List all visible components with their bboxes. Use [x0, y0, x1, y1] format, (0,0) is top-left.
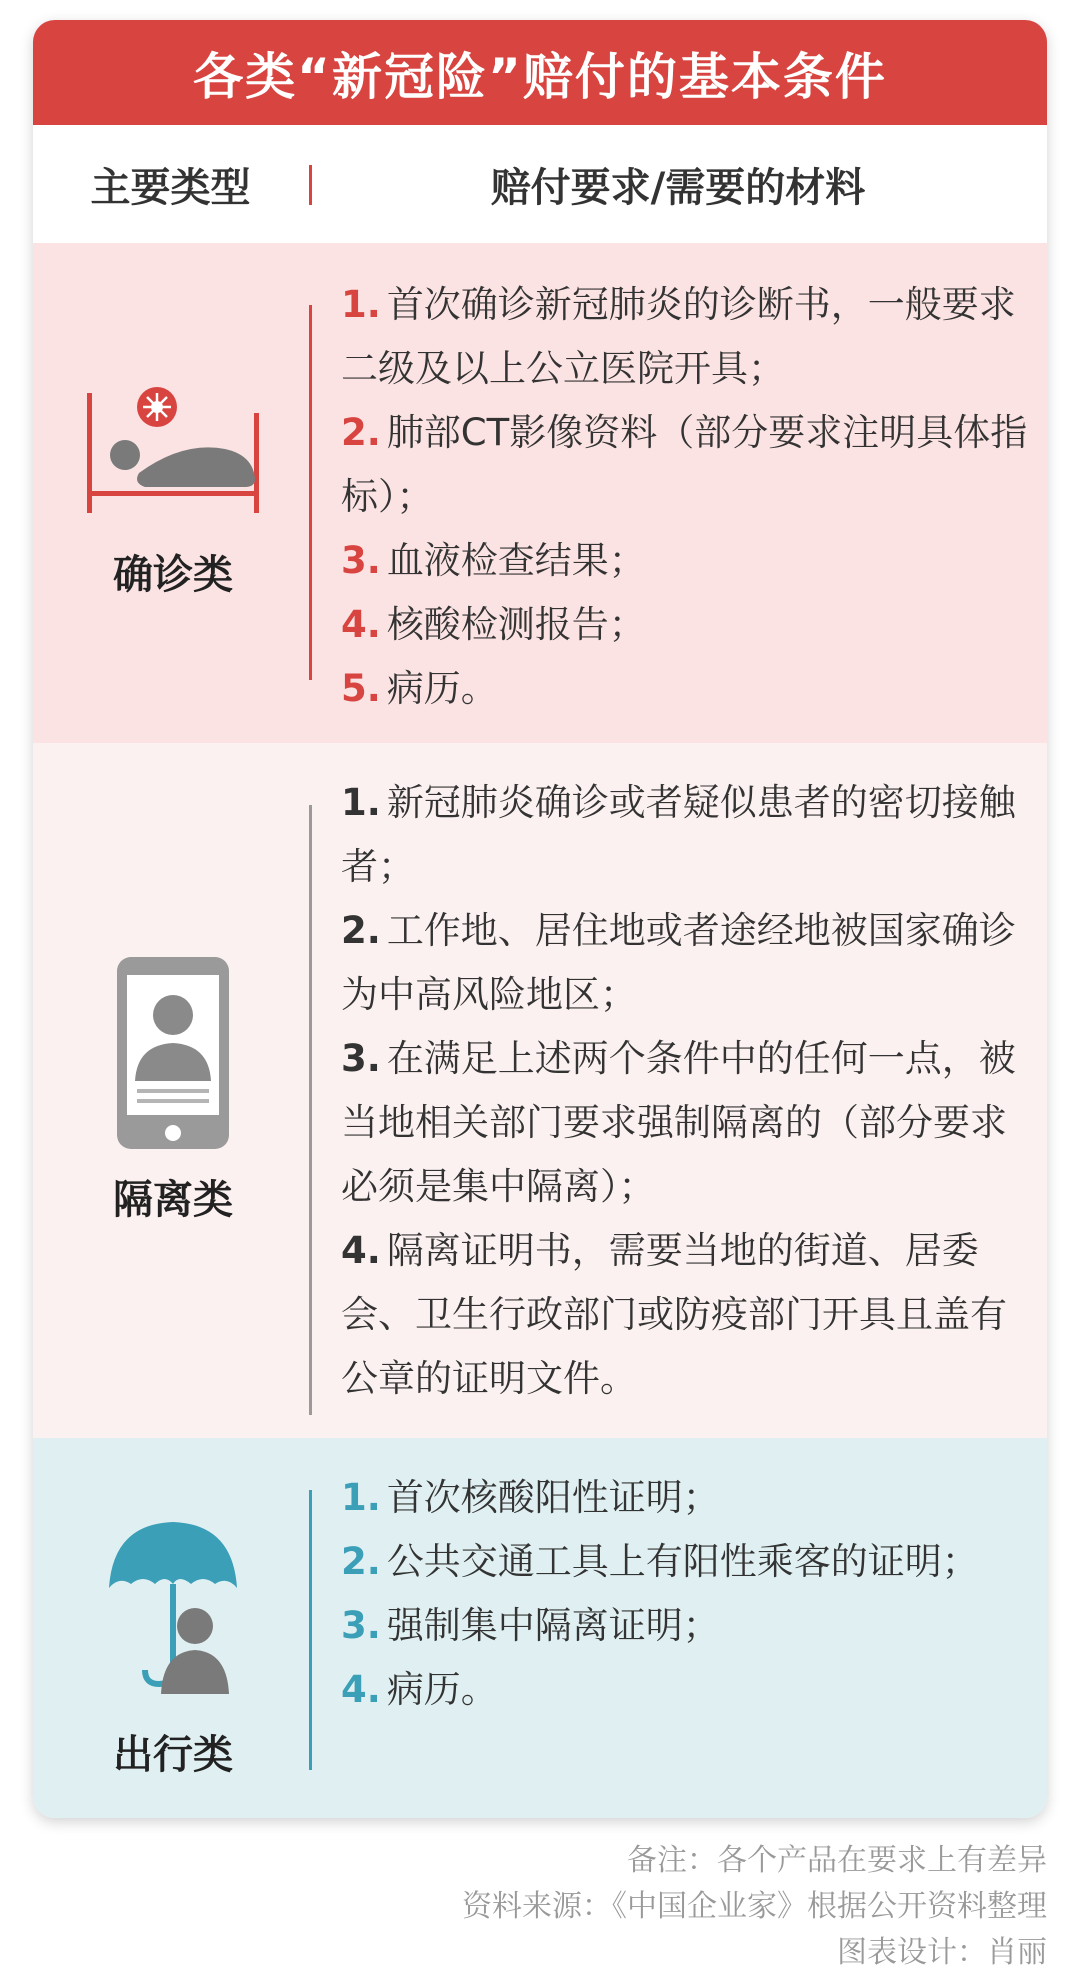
header-type-column: 主要类型: [90, 164, 251, 211]
umbrella-person-icon: [63, 1518, 283, 1698]
category-label-travel: 出行类: [113, 1732, 233, 1778]
list-item: 2. 肺部CT影像资料（部分要求注明具体指标）；: [341, 411, 1028, 518]
list-item: 3. 强制集中隔离证明；: [341, 1604, 720, 1647]
header-row: [33, 125, 1047, 243]
list-item: 3. 在满足上述两个条件中的任何一点，被当地相关部门要求强制隔离的（部分要求必须是集中隔离）；: [341, 1037, 1016, 1208]
list-item: 1. 首次核酸阳性证明；: [341, 1476, 720, 1519]
list-item: 3. 血液检查结果；: [341, 539, 646, 582]
list-item: 2. 公共交通工具上有阳性乘客的证明；: [341, 1540, 979, 1583]
section-confirmed: [33, 243, 1047, 743]
list-item: 5. 病历。: [341, 667, 498, 710]
header-separator: [309, 165, 312, 205]
section-divider: [309, 805, 312, 1415]
list-item: 2. 工作地、居住地或者途经地被国家确诊为中高风险地区；: [341, 909, 1016, 1016]
category-label-confirmed: 确诊类: [113, 552, 233, 598]
card-title: 各类“新冠险”赔付的基本条件: [33, 20, 1047, 125]
header-requirements-column: 赔付要求/需要的材料: [490, 164, 866, 211]
category-label-quarantine: 隔离类: [113, 1177, 233, 1223]
note-source: 资料来源：《中国企业家》根据公开资料整理: [462, 1889, 1047, 1924]
requirements-list: [341, 273, 1031, 721]
note-remark: 备注：各个产品在要求上有差异: [627, 1843, 1047, 1878]
section-travel: [33, 1438, 1047, 1818]
conditions-card: [33, 20, 1047, 1818]
requirements-list: [341, 771, 1031, 1411]
section-quarantine: [33, 743, 1047, 1438]
note-designer: 图表设计：肖丽: [837, 1935, 1047, 1970]
list-item: 4. 核酸检测报告；: [341, 603, 646, 646]
phone-person-icon: [63, 953, 283, 1153]
list-item: 1. 首次确诊新冠肺炎的诊断书，一般要求二级及以上公立医院开具；: [341, 283, 1016, 390]
section-divider: [309, 305, 312, 680]
list-item: 1. 新冠肺炎确诊或者疑似患者的密切接触者；: [341, 781, 1016, 888]
footnotes: [147, 1838, 1047, 1976]
list-item: 4. 病历。: [341, 1668, 498, 1711]
bed-patient-virus-icon: [63, 383, 283, 523]
section-divider: [309, 1490, 312, 1770]
requirements-list: [341, 1466, 1031, 1722]
list-item: 4. 隔离证明书，需要当地的街道、居委会、卫生行政部门或防疫部门开具且盖有公章的证明文件。: [341, 1229, 1007, 1400]
